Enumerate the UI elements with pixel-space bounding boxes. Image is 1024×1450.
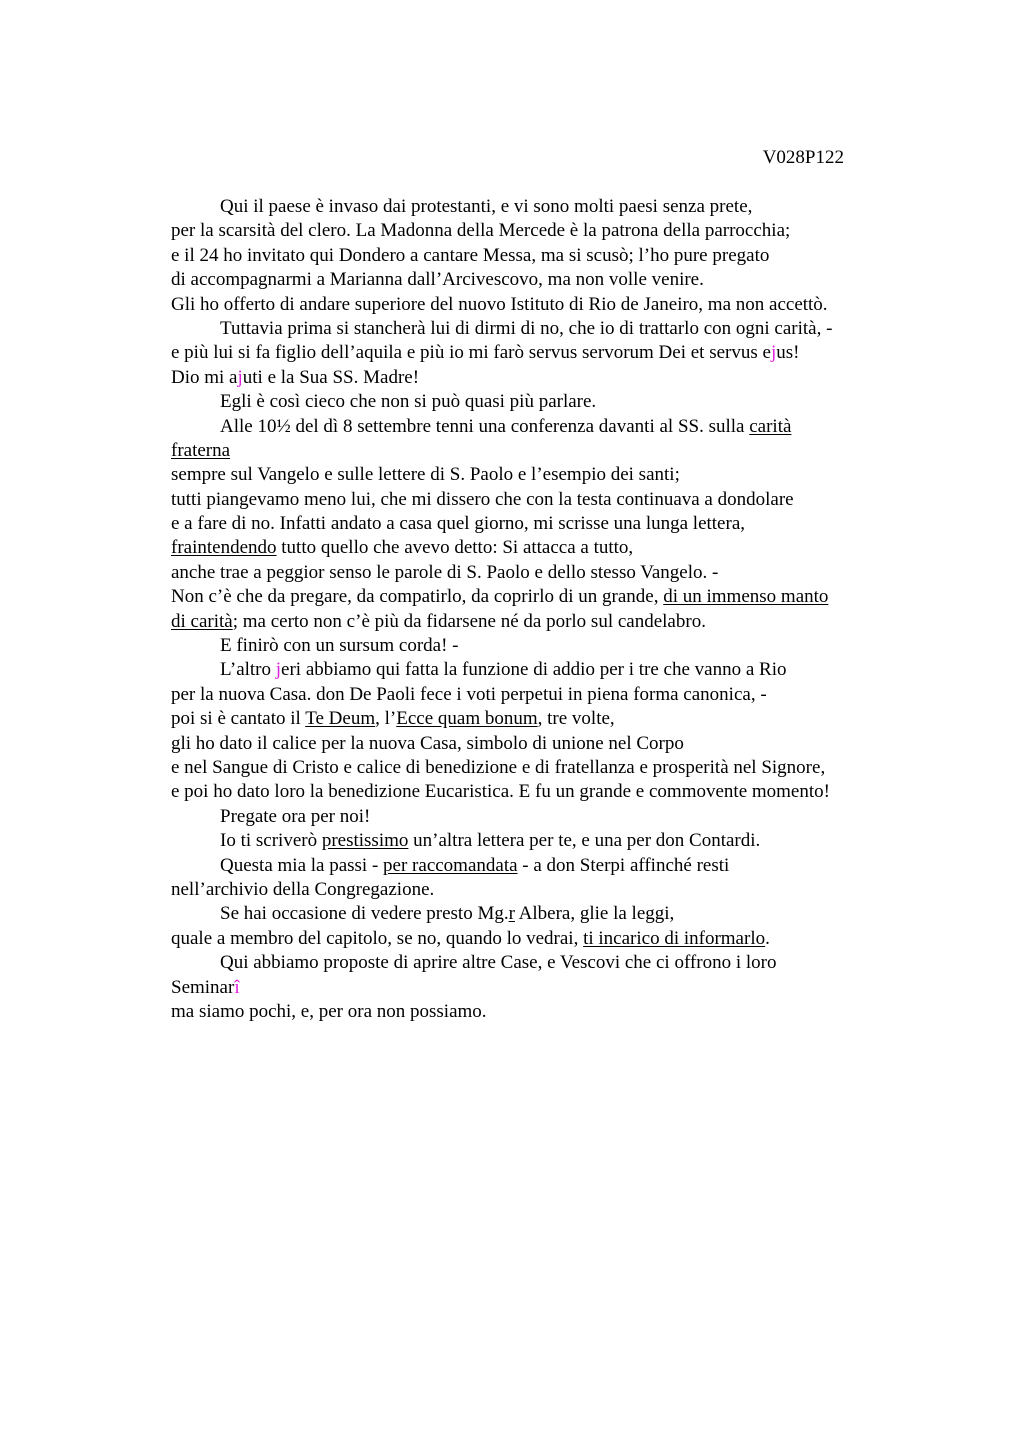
text-line <box>171 561 911 585</box>
highlighted-letter: j <box>275 659 282 681</box>
text-line <box>171 439 911 463</box>
text-segment: Se hai occasione di vedere presto Mg. <box>220 903 509 925</box>
text-line <box>171 878 911 902</box>
underlined-text: Te Deum <box>305 708 376 730</box>
text-segment: per la scarsità del clero. La Madonna della Mercede è la patrona della parrocchia; <box>171 220 791 242</box>
text-segment: e a fare di no. Infatti andato a casa quel giorno, mi scrisse una lunga lettera, <box>171 513 745 535</box>
text-line <box>171 658 911 682</box>
text-segment: Qui abbiamo proposte di aprire altre Case, e Vescovi che ci offrono i loro <box>220 952 777 974</box>
text-segment: , l’ <box>375 708 397 730</box>
text-line <box>171 512 911 536</box>
text-line <box>171 610 911 634</box>
underlined-text: di un immenso manto <box>663 586 829 608</box>
underlined-text: fraterna <box>171 439 231 461</box>
text-segment: nell’archivio della Congregazione. <box>171 878 435 900</box>
text-segment: Qui il paese è invaso dai protestanti, e vi sono molti paesi senza prete, <box>220 196 753 217</box>
underlined-text: Ecce quam bonum <box>396 708 538 730</box>
text-segment: tutti piangevamo meno lui, che mi dissero che con la testa continuava a dondolare <box>171 488 794 510</box>
text-segment: e il 24 ho invitato qui Dondero a cantare Messa, ma si scusò; l’ho pure pregato <box>171 244 770 266</box>
text-segment: Questa mia la passi - <box>220 854 384 876</box>
text-line <box>171 195 911 219</box>
page-identifier: V028P122 <box>762 147 844 168</box>
text-segment: Io ti scriverò <box>220 830 322 852</box>
text-segment: gli ho dato il calice per la nuova Casa, simbolo di unione nel Corpo <box>171 732 684 754</box>
text-segment: e poi ho dato loro la benedizione Eucaristica. E fu un grande e commovente momento! <box>171 781 830 803</box>
text-segment: quale a membro del capitolo, se no, quando lo vedrai, <box>171 927 584 949</box>
text-line <box>171 756 911 780</box>
text-line <box>171 683 911 707</box>
text-segment: tutto quello che avevo detto: Si attacca a tutto, <box>276 537 634 559</box>
text-line <box>171 219 911 243</box>
text-line <box>171 805 911 829</box>
text-line <box>171 829 911 853</box>
letter-body <box>171 195 911 1024</box>
text-segment: Seminar <box>171 976 235 998</box>
text-segment: e nel Sangue di Cristo e calice di benedizione e di fratellanza e prosperità nel Signore, <box>171 756 826 778</box>
text-segment: di accompagnarmi a Marianna dall’Arcivescovo, ma non volle venire. <box>171 269 704 291</box>
text-segment: , tre volte, <box>537 708 615 730</box>
text-segment: Gli ho offerto di andare superiore del nuovo Istituto di Rio de Janeiro, ma non accettò. <box>171 293 828 315</box>
text-segment: ; ma certo non c’è più da fidarsene né da porlo sul candelabro. <box>232 610 706 632</box>
text-line <box>171 536 911 560</box>
text-line <box>171 341 911 365</box>
text-segment: per la nuova Casa. don De Paoli fece i voti perpetui in piena forma canonica, - <box>171 683 767 705</box>
text-line <box>171 780 911 804</box>
text-segment: Pregate ora per noi! <box>220 805 371 827</box>
text-segment: Dio mi a <box>171 366 238 388</box>
highlighted-letter: î <box>234 976 240 998</box>
text-segment: Non c’è che da pregare, da compatirlo, da coprirlo di un grande, <box>171 586 664 608</box>
text-line <box>171 415 911 439</box>
underlined-text: ti incarico di informarlo <box>583 927 766 949</box>
text-segment: poi si è cantato il <box>171 708 306 730</box>
text-line <box>171 732 911 756</box>
text-segment: Albera, glie la leggi, <box>514 903 675 925</box>
underlined-text: carità <box>749 415 792 437</box>
text-line <box>171 293 911 317</box>
text-segment: sempre sul Vangelo e sulle lettere di S. Paolo e l’esempio dei santi; <box>171 464 680 486</box>
underlined-text: di carità <box>171 610 233 632</box>
text-line <box>171 1000 911 1024</box>
text-line <box>171 488 911 512</box>
text-line <box>171 585 911 609</box>
underlined-text: per raccomandata <box>383 854 518 876</box>
text-segment: Egli è così cieco che non si può quasi più parlare. <box>220 391 597 413</box>
highlighted-letter: j <box>770 342 777 364</box>
text-segment: . <box>765 927 770 949</box>
text-line <box>171 268 911 292</box>
text-line <box>171 976 911 1000</box>
text-segment: - a don Sterpi affinché resti <box>517 854 730 876</box>
underlined-text: prestissimo <box>321 830 409 852</box>
text-line <box>171 366 911 390</box>
text-line <box>171 463 911 487</box>
highlighted-letter: j <box>237 366 243 388</box>
text-line <box>171 951 911 975</box>
text-segment: Alle 10½ del dì 8 settembre tenni una conferenza davanti al SS. sulla <box>220 415 750 437</box>
text-line <box>171 634 911 658</box>
text-segment: anche trae a peggior senso le parole di S. Paolo e dello stesso Vangelo. - <box>171 561 719 583</box>
underlined-text: fraintendendo <box>171 537 277 559</box>
text-segment: Tuttavia prima si stancherà lui di dirmi di no, che io di trattarlo con ogni carità, - <box>220 317 833 339</box>
text-line <box>171 244 911 268</box>
text-segment: E finirò con un sursum corda! - <box>220 635 459 657</box>
text-segment: un’altra lettera per te, e una per don Contardi. <box>408 830 761 852</box>
text-segment: ma siamo pochi, e, per ora non possiamo. <box>171 1000 487 1022</box>
text-line <box>171 317 911 341</box>
text-line <box>171 902 911 926</box>
underlined-text: r <box>508 903 515 925</box>
text-segment: eri abbiamo qui fatta la funzione di addio per i tre che vanno a Rio <box>281 659 787 681</box>
text-line <box>171 707 911 731</box>
text-line <box>171 854 911 878</box>
text-segment: uti e la Sua SS. Madre! <box>242 366 420 388</box>
text-segment: e più lui si fa figlio dell’aquila e più io mi farò servus servorum Dei et servus e <box>171 342 771 364</box>
text-segment: L’altro <box>220 659 276 681</box>
text-line <box>171 927 911 951</box>
text-segment: us! <box>776 342 800 364</box>
text-line <box>171 390 911 414</box>
